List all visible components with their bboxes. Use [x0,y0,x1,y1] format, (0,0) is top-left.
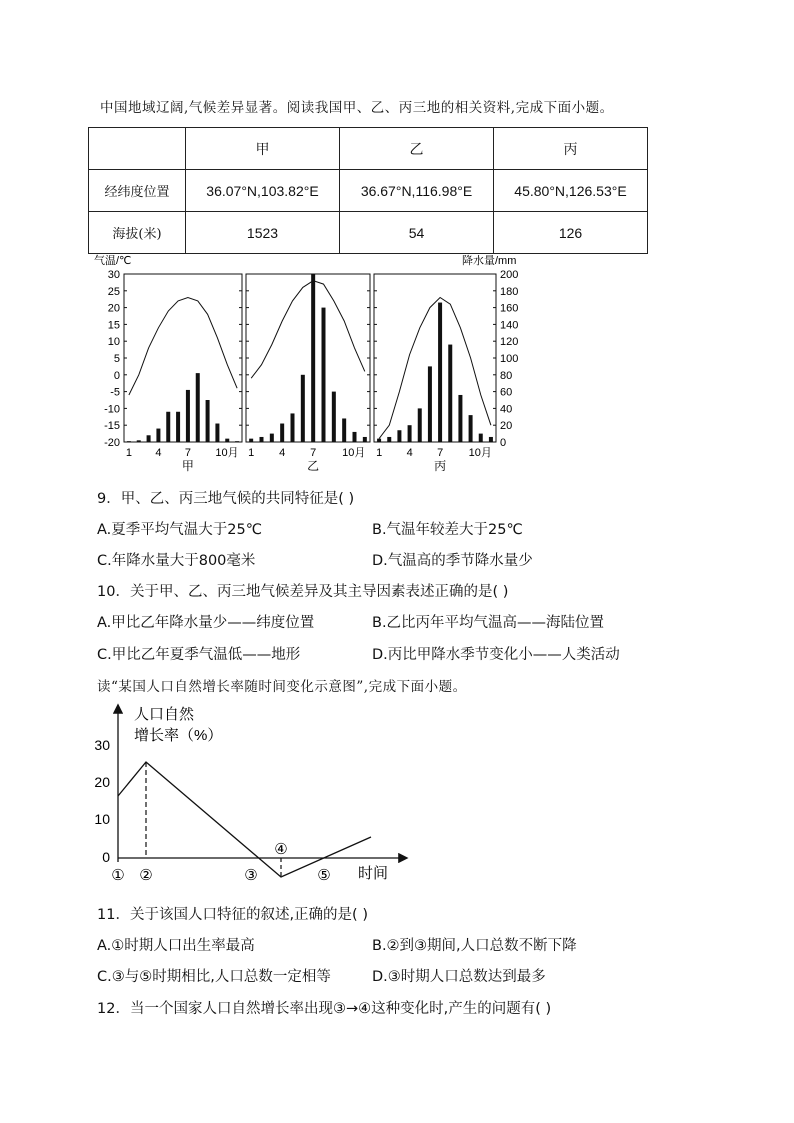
precip-bar-丙 [479,434,483,442]
precip-bar-丙 [469,415,473,442]
right-tick-label: 120 [500,336,519,349]
precip-bar-丙 [458,395,462,442]
climate-chart [90,252,530,478]
left-tick-label: -15 [104,420,120,433]
x-tick-label: 1 [376,447,383,459]
question-11-option-b[interactable]: B.②到③期间,人口总数不断下降 [372,938,577,954]
question-11-option-c[interactable]: C.③与⑤时期相比,人口总数一定相等 [97,969,331,985]
intro2-text: 读“某国人口自然增长率随时间变化示意图”,完成下面小题。 [97,679,467,695]
precip-bar-甲 [206,400,210,442]
point-label: ③ [244,867,258,884]
precip-bar-甲 [137,440,141,442]
left-axis-label: 气温/℃ [94,255,132,267]
right-tick-label: 60 [500,386,513,399]
table-row [89,170,648,212]
left-tick-label: 20 [107,302,120,315]
question-10-option-d[interactable]: D.丙比甲降水季节变化小——人类活动 [372,647,620,663]
right-tick-label: 160 [500,302,519,315]
table-cell: 54 [340,212,494,254]
x-tick-label: 7 [437,447,444,459]
x-tick-label: 7 [310,447,317,459]
question-11-option-a[interactable]: A.①时期人口出生率最高 [97,938,255,954]
precip-bar-甲 [186,390,190,442]
y-axis-label-line1: 人口自然 [134,706,195,723]
precip-bar-甲 [127,441,131,442]
growth-rate-line [118,762,371,877]
x-tick-label: 1 [248,447,255,459]
left-tick-label: -20 [104,437,120,449]
precip-bar-丙 [397,430,401,442]
precip-bar-丙 [408,425,412,442]
panel-label: 甲 [181,459,194,473]
precip-bar-丙 [489,437,493,442]
left-tick-label: 30 [107,269,120,281]
table-cell: 1523 [186,212,340,254]
left-tick-label: -5 [110,386,120,399]
panel-label: 丙 [434,459,447,473]
point-label: ⑤ [317,867,331,884]
point-label: ④ [274,841,288,858]
precip-bar-丙 [428,366,432,442]
table-header-cell: 甲 [186,128,340,170]
right-tick-label: 180 [500,285,519,298]
question-10-option-a[interactable]: A.甲比乙年降水量少——纬度位置 [97,615,315,631]
table-header-cell [89,128,186,170]
precip-bar-甲 [196,373,200,442]
intro-text: 中国地域辽阔,气候差异显著。阅读我国甲、乙、丙三地的相关资料,完成下面小题。 [100,100,614,116]
precip-bar-丙 [377,439,381,442]
question-11-option-d[interactable]: D.③时期人口总数达到最多 [372,969,546,985]
temperature-line-乙 [251,281,365,379]
left-tick-label: -10 [104,403,120,416]
y-tick-label: 20 [94,774,110,790]
x-tick-label: 10月 [215,447,239,459]
table-header-cell: 乙 [340,128,494,170]
precip-bar-甲 [147,435,151,442]
right-axis-label: 降水量/mm [462,255,517,267]
y-tick-label: 10 [94,811,110,827]
precip-bar-甲 [166,412,170,442]
x-axis-label: 时间 [358,865,389,882]
temperature-line-丙 [379,298,491,439]
population-chart [96,700,416,890]
x-tick-label: 4 [279,447,286,459]
precip-bar-乙 [260,437,264,442]
y-tick-label: 0 [102,849,110,865]
panel-label: 乙 [307,459,320,473]
precip-bar-甲 [235,441,239,442]
precip-bar-乙 [270,434,274,442]
precip-bar-甲 [156,429,160,442]
table-header-cell: 丙 [494,128,648,170]
question-10-option-c[interactable]: C.甲比乙年夏季气温低——地形 [97,647,301,663]
left-tick-label: 15 [107,319,120,332]
precip-bar-乙 [301,375,305,442]
right-tick-label: 40 [500,403,513,416]
x-tick-label: 10月 [342,447,366,459]
left-tick-label: 25 [107,285,120,298]
precip-bar-乙 [342,418,346,442]
table-row [89,212,648,254]
question-9-stem: 9．甲、乙、丙三地气候的共同特征是( ) [97,491,355,507]
left-tick-label: 5 [113,353,120,365]
question-9-option-d[interactable]: D.气温高的季节降水量少 [372,553,533,569]
question-12-stem: 12．当一个国家人口自然增长率出现③→④这种变化时,产生的问题有( ) [97,1001,552,1017]
question-9-option-c[interactable]: C.年降水量大于800毫米 [97,553,256,569]
precip-bar-丙 [418,408,422,442]
precip-bar-丙 [387,437,391,442]
point-label: ① [111,867,125,884]
right-tick-label: 100 [500,353,519,365]
x-tick-label: 7 [184,447,192,459]
table-cell: 126 [494,212,648,254]
precip-bar-乙 [311,274,315,442]
right-tick-label: 0 [500,437,507,449]
precip-bar-丙 [448,345,452,442]
question-10-option-b[interactable]: B.乙比丙年平均气温高——海陆位置 [372,615,605,631]
precip-bar-甲 [176,412,180,442]
x-tick-label: 10月 [468,447,492,459]
question-9-option-b[interactable]: B.气温年较差大于25℃ [372,522,523,538]
table-cell: 36.07°N,103.82°E [186,170,340,212]
precip-bar-乙 [291,413,295,442]
precip-bar-乙 [332,392,336,442]
precip-bar-乙 [353,432,357,442]
precip-bar-乙 [249,439,253,442]
point-label: ② [139,867,153,884]
precip-bar-丙 [438,303,442,442]
table-cell: 36.67°N,116.98°E [340,170,494,212]
right-tick-label: 20 [500,420,513,433]
right-tick-label: 140 [500,319,519,332]
precip-bar-乙 [280,424,284,442]
row-label: 海拔(米) [89,212,186,254]
precip-bar-甲 [225,439,229,442]
left-tick-label: 0 [113,369,120,382]
precip-bar-甲 [215,424,219,442]
precip-bar-乙 [363,437,367,442]
question-11-stem: 11．关于该国人口特征的叙述,正确的是( ) [97,907,368,923]
location-table [88,127,648,254]
y-tick-label: 30 [94,737,110,753]
row-label: 经纬度位置 [89,170,186,212]
table-header-row [89,128,648,170]
table-cell: 45.80°N,126.53°E [494,170,648,212]
y-axis-label-line2: 增长率（%） [134,727,223,744]
right-tick-label: 200 [500,269,519,281]
precip-bar-乙 [322,308,326,442]
right-tick-label: 80 [500,369,513,382]
left-tick-label: 10 [107,336,120,349]
x-tick-label: 1 [125,447,133,459]
x-tick-label: 4 [406,447,413,459]
question-10-stem: 10．关于甲、乙、丙三地气候差异及其主导因素表述正确的是( ) [97,584,509,600]
question-9-option-a[interactable]: A.夏季平均气温大于25℃ [97,522,263,538]
x-tick-label: 4 [155,447,162,459]
temperature-line-甲 [129,298,237,396]
